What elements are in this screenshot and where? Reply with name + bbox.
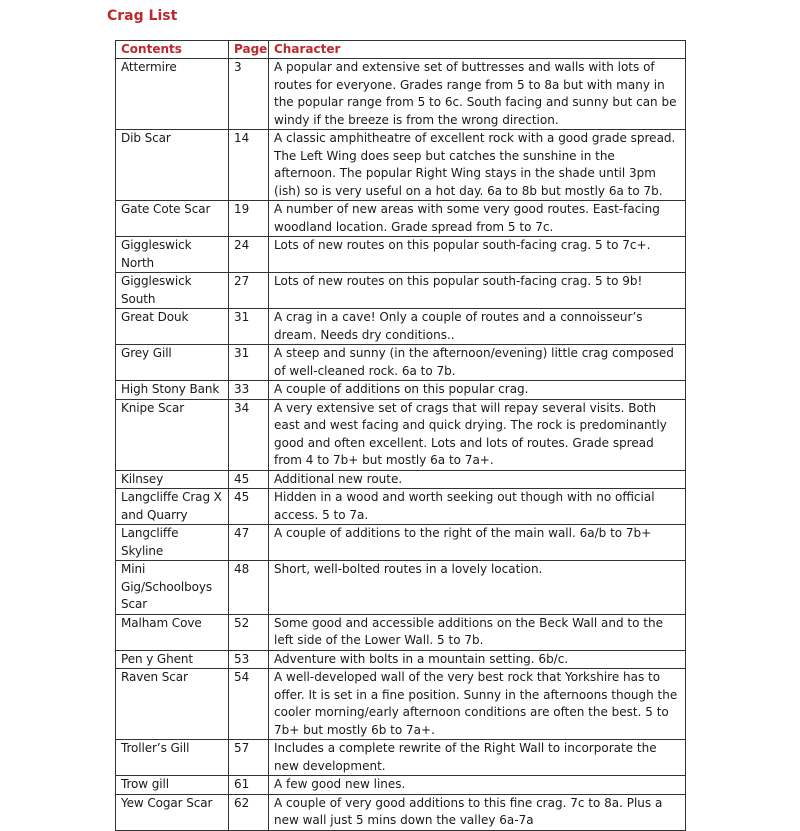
crag-name: Mini Gig/Schoolboys Scar: [116, 561, 229, 615]
crag-name: Giggleswick North: [116, 237, 229, 273]
crag-name: Troller’s Gill: [116, 740, 229, 776]
crag-character: Includes a complete rewrite of the Right Wall to incorporate the new development.: [269, 740, 686, 776]
crag-name: Malham Cove: [116, 614, 229, 650]
table-row: [116, 525, 686, 561]
crag-name: Langcliffe Skyline: [116, 525, 229, 561]
table-row: [116, 345, 686, 381]
table-row: [116, 237, 686, 273]
table-row: [116, 309, 686, 345]
crag-name: Giggleswick South: [116, 273, 229, 309]
page-title: Crag List: [107, 8, 178, 24]
crag-name: Langcliffe Crag X and Quarry: [116, 489, 229, 525]
crag-name: Dib Scar: [116, 130, 229, 201]
crag-character: A popular and extensive set of buttresses and walls with lots of routes for everyone. Grades range from 5 to 8a but with many in the popular range from 5 to 6c. South facing and sunny but can be windy if the breeze is from the wrong direction.: [269, 59, 686, 130]
crag-name: Grey Gill: [116, 345, 229, 381]
page-number: 57: [229, 740, 269, 776]
page-number: 27: [229, 273, 269, 309]
crag-name: Raven Scar: [116, 669, 229, 740]
column-header-contents: Contents: [116, 41, 229, 59]
crag-character: Lots of new routes on this popular south-facing crag. 5 to 7c+.: [269, 237, 686, 273]
page-number: 31: [229, 309, 269, 345]
table-row: [116, 130, 686, 201]
table-row: [116, 650, 686, 669]
table-row: [116, 794, 686, 830]
crag-character: A few good new lines.: [269, 776, 686, 795]
page-number: 3: [229, 59, 269, 130]
crag-name: Kilnsey: [116, 470, 229, 489]
table-row: [116, 381, 686, 400]
crag-character: A steep and sunny (in the afternoon/evening) little crag composed of well-cleaned rock. 6a to 7b.: [269, 345, 686, 381]
table-row: [116, 669, 686, 740]
crag-character: A very extensive set of crags that will repay several visits. Both east and west facing and quick drying. The rock is predominantly good and often excellent. Lots and lots of routes. Grade spread from 4 to 7b+ but mostly 6a to 7a+.: [269, 399, 686, 470]
crag-character: A crag in a cave! Only a couple of routes and a connoisseur’s dream. Needs dry conditions..: [269, 309, 686, 345]
table-row: [116, 776, 686, 795]
crag-character: A well-developed wall of the very best rock that Yorkshire has to offer. It is set in a fine position. Sunny in the afternoons though the cooler morning/early afternoon conditions are often the best. 5 to 7b+ but mostly 6b to 7a+.: [269, 669, 686, 740]
page-number: 33: [229, 381, 269, 400]
crag-character: Hidden in a wood and worth seeking out though with no official access. 5 to 7a.: [269, 489, 686, 525]
crag-name: Attermire: [116, 59, 229, 130]
table-row: [116, 273, 686, 309]
column-header-character: Character: [269, 41, 686, 59]
page-number: 48: [229, 561, 269, 615]
page-number: 34: [229, 399, 269, 470]
table-header-row: [116, 41, 686, 59]
crag-name: Knipe Scar: [116, 399, 229, 470]
page-number: 47: [229, 525, 269, 561]
crag-name: Trow gill: [116, 776, 229, 795]
table-row: [116, 740, 686, 776]
table-row: [116, 201, 686, 237]
table-row: [116, 399, 686, 470]
page-number: 19: [229, 201, 269, 237]
crag-name: Great Douk: [116, 309, 229, 345]
table-row: [116, 614, 686, 650]
crag-table: [115, 40, 686, 831]
column-header-page: Page: [229, 41, 269, 59]
page-number: 45: [229, 470, 269, 489]
crag-character: A number of new areas with some very good routes. East-facing woodland location. Grade spread from 5 to 7c.: [269, 201, 686, 237]
table-row: [116, 489, 686, 525]
crag-character: Adventure with bolts in a mountain setting. 6b/c.: [269, 650, 686, 669]
crag-character: A classic amphitheatre of excellent rock with a good grade spread. The Left Wing does seep but catches the sunshine in the afternoon. The popular Right Wing stays in the shade until 3pm (ish) so is very useful on a hot day. 6a to 8b but mostly 6a to 7b.: [269, 130, 686, 201]
crag-name: Yew Cogar Scar: [116, 794, 229, 830]
crag-character: Short, well-bolted routes in a lovely location.: [269, 561, 686, 615]
page-number: 61: [229, 776, 269, 795]
page-number: 31: [229, 345, 269, 381]
page-number: 14: [229, 130, 269, 201]
page-number: 24: [229, 237, 269, 273]
page-number: 53: [229, 650, 269, 669]
crag-character: A couple of additions on this popular crag.: [269, 381, 686, 400]
table-row: [116, 561, 686, 615]
page-number: 52: [229, 614, 269, 650]
page-number: 45: [229, 489, 269, 525]
crag-name: Gate Cote Scar: [116, 201, 229, 237]
table-row: [116, 470, 686, 489]
crag-character: A couple of very good additions to this fine crag. 7c to 8a. Plus a new wall just 5 mins down the valley 6a-7a: [269, 794, 686, 830]
crag-character: Lots of new routes on this popular south-facing crag. 5 to 9b!: [269, 273, 686, 309]
crag-character: Some good and accessible additions on the Beck Wall and to the left side of the Lower Wall. 5 to 7b.: [269, 614, 686, 650]
crag-name: Pen y Ghent: [116, 650, 229, 669]
crag-character: Additional new route.: [269, 470, 686, 489]
table-row: [116, 59, 686, 130]
crag-character: A couple of additions to the right of the main wall. 6a/b to 7b+: [269, 525, 686, 561]
page-number: 54: [229, 669, 269, 740]
crag-name: High Stony Bank: [116, 381, 229, 400]
crag-rows: [116, 59, 686, 831]
page-number: 62: [229, 794, 269, 830]
